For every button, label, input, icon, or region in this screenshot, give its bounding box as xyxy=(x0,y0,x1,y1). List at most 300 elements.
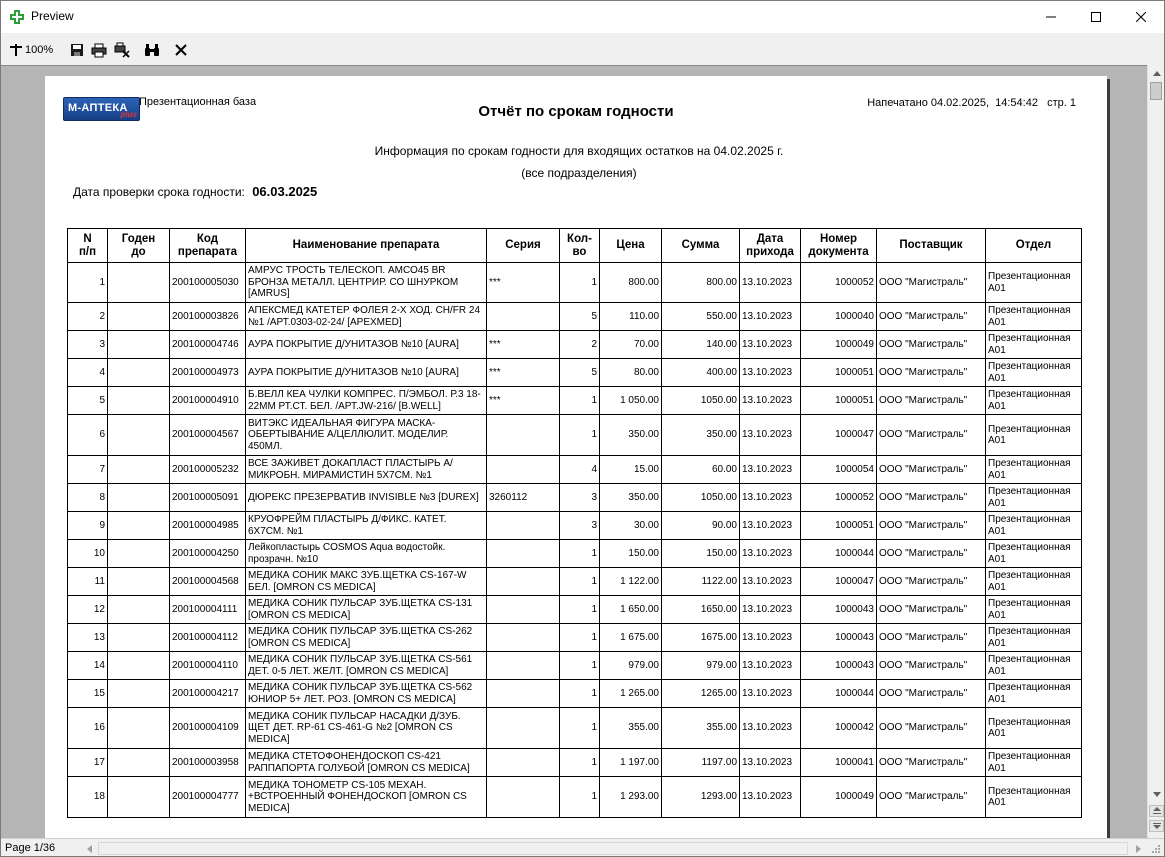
cell-qty: 1 xyxy=(560,540,600,568)
scroll-down-button[interactable] xyxy=(1148,786,1165,803)
cell-qty: 1 xyxy=(560,415,600,456)
cell-doc: 1000042 xyxy=(801,708,877,749)
cell-supplier: ООО "Магистраль" xyxy=(877,777,986,818)
cell-supplier: ООО "Магистраль" xyxy=(877,749,986,777)
cell-price: 1 265.00 xyxy=(600,680,662,708)
report-title: Отчёт по срокам годности xyxy=(478,103,674,120)
cell-until xyxy=(108,303,170,331)
cell-n: 13 xyxy=(68,624,108,652)
close-preview-button[interactable] xyxy=(173,41,189,59)
cell-doc: 1000044 xyxy=(801,680,877,708)
cell-series xyxy=(487,512,560,540)
cell-date: 13.10.2023 xyxy=(740,456,801,484)
cell-sum: 400.00 xyxy=(662,359,740,387)
cell-until xyxy=(108,596,170,624)
cell-code: 200100003826 xyxy=(170,303,246,331)
cell-name: КРУОФРЕЙМ ПЛАСТЫРЬ Д/ФИКС. КАТЕТ. 6Х7СМ. №1 xyxy=(246,512,487,540)
cell-doc: 1000051 xyxy=(801,387,877,415)
preview-canvas[interactable] xyxy=(1,65,1147,838)
page-down-button[interactable] xyxy=(1149,820,1164,832)
cell-n: 5 xyxy=(68,387,108,415)
cell-until xyxy=(108,263,170,303)
logo-sub: plus xyxy=(120,110,137,119)
cell-dept: Презентационная А01 xyxy=(986,568,1082,596)
cell-code: 200100004109 xyxy=(170,708,246,749)
table-row xyxy=(68,484,1082,512)
cell-doc: 1000051 xyxy=(801,512,877,540)
cell-name: АМРУС ТРОСТЬ ТЕЛЕСКОП. АМСО45 BR БРОНЗА МЕТАЛЛ. ЦЕНТРИР. СО ШНУРКОМ [AMRUS] xyxy=(246,263,487,303)
cell-code: 200100003958 xyxy=(170,749,246,777)
window-title: Preview xyxy=(31,9,74,23)
cell-price: 355.00 xyxy=(600,708,662,749)
header-col-dept: Отдел xyxy=(986,229,1082,263)
cell-date: 13.10.2023 xyxy=(740,387,801,415)
page-up-button[interactable] xyxy=(1149,805,1164,817)
cell-doc: 1000043 xyxy=(801,652,877,680)
header-col-sum: Сумма xyxy=(662,229,740,263)
cell-name: МЕДИКА СОНИК ПУЛЬСАР ЗУБ.ЩЕТКА CS-562 ЮНИОР 5+ ЛЕТ. РОЗ. [OMRON CS MEDICA] xyxy=(246,680,487,708)
cell-n: 1 xyxy=(68,263,108,303)
binoculars-icon xyxy=(144,43,160,57)
cell-price: 800.00 xyxy=(600,263,662,303)
cell-series xyxy=(487,680,560,708)
table-header-row xyxy=(68,229,1082,263)
cell-date: 13.10.2023 xyxy=(740,359,801,387)
cell-qty: 1 xyxy=(560,263,600,303)
vertical-scroll-thumb[interactable] xyxy=(1150,82,1162,100)
check-date-value: 06.03.2025 xyxy=(252,184,318,199)
chevron-down-icon xyxy=(1153,792,1161,797)
printed-info: Напечатано 04.02.2025, 14:54:42 стр. 1 xyxy=(867,97,1076,109)
cell-dept: Презентационная А01 xyxy=(986,708,1082,749)
cell-supplier: ООО "Магистраль" xyxy=(877,456,986,484)
cell-supplier: ООО "Магистраль" xyxy=(877,596,986,624)
cell-price: 1 650.00 xyxy=(600,596,662,624)
cell-n: 17 xyxy=(68,749,108,777)
cell-sum: 1265.00 xyxy=(662,680,740,708)
table-row xyxy=(68,777,1082,818)
cell-dept: Презентационная А01 xyxy=(986,303,1082,331)
cell-code: 200100005232 xyxy=(170,456,246,484)
cell-series: *** xyxy=(487,387,560,415)
cell-until xyxy=(108,749,170,777)
cell-supplier: ООО "Магистраль" xyxy=(877,359,986,387)
page-down-icon xyxy=(1153,822,1161,830)
cell-code: 200100004567 xyxy=(170,415,246,456)
horizontal-scroll-thumb[interactable] xyxy=(98,842,1128,855)
cell-sum: 1050.00 xyxy=(662,387,740,415)
cell-price: 1 197.00 xyxy=(600,749,662,777)
cell-name: АПЕКСМЕД КАТЕТЕР ФОЛЕЯ 2-Х ХОД. CH/FR 24 №1 /АРТ.0303-02-24/ [APEXMED] xyxy=(246,303,487,331)
cell-n: 8 xyxy=(68,484,108,512)
page-setup-button[interactable] xyxy=(113,41,131,59)
cell-series: *** xyxy=(487,331,560,359)
cell-qty: 1 xyxy=(560,652,600,680)
cell-sum: 60.00 xyxy=(662,456,740,484)
cell-qty: 2 xyxy=(560,331,600,359)
cell-dept: Презентационная А01 xyxy=(986,680,1082,708)
print-button[interactable] xyxy=(90,41,108,59)
cell-dept: Презентационная А01 xyxy=(986,456,1082,484)
cell-dept: Презентационная А01 xyxy=(986,263,1082,303)
table-row xyxy=(68,652,1082,680)
cell-series xyxy=(487,456,560,484)
cell-name: МЕДИКА СОНИК МАКС ЗУБ.ЩЕТКА CS-167-W БЕЛ. [OMRON CS MEDICA] xyxy=(246,568,487,596)
cell-supplier: ООО "Магистраль" xyxy=(877,263,986,303)
cell-date: 13.10.2023 xyxy=(740,331,801,359)
cell-dept: Презентационная А01 xyxy=(986,331,1082,359)
cell-until xyxy=(108,777,170,818)
cell-name: ВСЕ ЗАЖИВЕТ ДОКАПЛАСТ ПЛАСТЫРЬ А/МИКРОБН. МИРАМИСТИН 5Х7СМ. №1 xyxy=(246,456,487,484)
cell-sum: 140.00 xyxy=(662,331,740,359)
cell-name: МЕДИКА СОНИК ПУЛЬСАР ЗУБ.ЩЕТКА CS-262 [OMRON CS MEDICA] xyxy=(246,624,487,652)
zoom-icon xyxy=(9,43,23,57)
cell-name: МЕДИКА СОНИК ПУЛЬСАР ЗУБ.ЩЕТКА CS-561 ДЕТ. 0-5 ЛЕТ. ЖЕЛТ. [OMRON CS MEDICA] xyxy=(246,652,487,680)
cell-dept: Презентационная А01 xyxy=(986,777,1082,818)
cell-code: 200100004985 xyxy=(170,512,246,540)
cell-dept: Презентационная А01 xyxy=(986,749,1082,777)
cell-code: 200100004250 xyxy=(170,540,246,568)
cell-date: 13.10.2023 xyxy=(740,596,801,624)
resize-grip[interactable] xyxy=(1147,840,1164,857)
cell-sum: 1050.00 xyxy=(662,484,740,512)
table-row xyxy=(68,749,1082,777)
cell-code: 200100004112 xyxy=(170,624,246,652)
cell-doc: 1000054 xyxy=(801,456,877,484)
cell-price: 1 293.00 xyxy=(600,777,662,818)
report-page xyxy=(45,76,1107,838)
cell-dept: Презентационная А01 xyxy=(986,415,1082,456)
cell-until xyxy=(108,415,170,456)
cell-doc: 1000049 xyxy=(801,331,877,359)
cell-until xyxy=(108,331,170,359)
save-button[interactable] xyxy=(69,41,85,59)
header-col-num: N п/п xyxy=(68,229,108,263)
cell-price: 1 050.00 xyxy=(600,387,662,415)
table-row xyxy=(68,359,1082,387)
table-row xyxy=(68,596,1082,624)
cell-name: АУРА ПОКРЫТИЕ Д/УНИТАЗОВ №10 [AURA] xyxy=(246,331,487,359)
printer-icon xyxy=(91,43,107,58)
header-col-date: Дата прихода xyxy=(740,229,801,263)
close-icon xyxy=(175,44,187,56)
cell-dept: Презентационная А01 xyxy=(986,540,1082,568)
cell-date: 13.10.2023 xyxy=(740,624,801,652)
cell-doc: 1000047 xyxy=(801,415,877,456)
cell-date: 13.10.2023 xyxy=(740,263,801,303)
close-button[interactable] xyxy=(1118,1,1163,32)
chevron-right-icon xyxy=(1136,845,1141,853)
cell-n: 14 xyxy=(68,652,108,680)
cell-supplier: ООО "Магистраль" xyxy=(877,708,986,749)
minimize-icon xyxy=(1046,12,1056,22)
cell-doc: 1000052 xyxy=(801,484,877,512)
cell-sum: 90.00 xyxy=(662,512,740,540)
cell-qty: 1 xyxy=(560,749,600,777)
vertical-scrollbar[interactable] xyxy=(1147,65,1164,838)
header-col-series: Серия xyxy=(487,229,560,263)
cell-until xyxy=(108,652,170,680)
cell-code: 200100004568 xyxy=(170,568,246,596)
cell-series xyxy=(487,596,560,624)
cell-price: 1 122.00 xyxy=(600,568,662,596)
scroll-right-button[interactable] xyxy=(1130,840,1147,857)
cell-price: 15.00 xyxy=(600,456,662,484)
cell-code: 200100004746 xyxy=(170,331,246,359)
cell-series xyxy=(487,624,560,652)
cell-qty: 1 xyxy=(560,387,600,415)
cell-price: 70.00 xyxy=(600,331,662,359)
check-date-label: Дата проверки срока годности: xyxy=(73,185,245,199)
cell-series xyxy=(487,415,560,456)
cell-supplier: ООО "Магистраль" xyxy=(877,568,986,596)
cell-until xyxy=(108,456,170,484)
cell-date: 13.10.2023 xyxy=(740,512,801,540)
cell-dept: Презентационная А01 xyxy=(986,652,1082,680)
cell-sum: 1675.00 xyxy=(662,624,740,652)
cell-sum: 1650.00 xyxy=(662,596,740,624)
cell-qty: 1 xyxy=(560,680,600,708)
pharmacy-cross-icon xyxy=(9,9,25,25)
cell-qty: 1 xyxy=(560,568,600,596)
table-row xyxy=(68,624,1082,652)
cell-date: 13.10.2023 xyxy=(740,415,801,456)
cell-code: 200100004111 xyxy=(170,596,246,624)
report-subtitle: Информация по срокам годности для входящих остатков на 04.02.2025 г. xyxy=(374,144,784,158)
cell-date: 13.10.2023 xyxy=(740,708,801,749)
table-row xyxy=(68,387,1082,415)
table-row xyxy=(68,331,1082,359)
table-row xyxy=(68,540,1082,568)
cell-doc: 1000044 xyxy=(801,540,877,568)
cell-doc: 1000047 xyxy=(801,568,877,596)
cell-series xyxy=(487,568,560,596)
cell-supplier: ООО "Магистраль" xyxy=(877,680,986,708)
cell-date: 13.10.2023 xyxy=(740,749,801,777)
cell-sum: 150.00 xyxy=(662,540,740,568)
report-scope: (все подразделения) xyxy=(521,166,637,180)
cell-doc: 1000043 xyxy=(801,596,877,624)
cell-until xyxy=(108,680,170,708)
cell-series: *** xyxy=(487,359,560,387)
cell-dept: Презентационная А01 xyxy=(986,624,1082,652)
cell-name: Лейкопластырь COSMOS Aqua водостойк. прозрачн. №10 xyxy=(246,540,487,568)
scroll-up-button[interactable] xyxy=(1148,65,1165,82)
cell-doc: 1000043 xyxy=(801,624,877,652)
table-row xyxy=(68,708,1082,749)
cell-qty: 1 xyxy=(560,596,600,624)
cell-series xyxy=(487,777,560,818)
cell-n: 11 xyxy=(68,568,108,596)
header-col-supplier: Поставщик xyxy=(877,229,986,263)
cell-name: МЕДИКА СТЕТОФОНЕНДОСКОП CS-421 РАППАПОРТА ГОЛУБОЙ [OMRON CS MEDICA] xyxy=(246,749,487,777)
cell-n: 2 xyxy=(68,303,108,331)
cell-supplier: ООО "Магистраль" xyxy=(877,624,986,652)
zoom-level: 100% xyxy=(25,44,54,56)
cell-sum: 1197.00 xyxy=(662,749,740,777)
table-body xyxy=(68,263,1082,818)
table-row xyxy=(68,512,1082,540)
cell-qty: 5 xyxy=(560,359,600,387)
cell-until xyxy=(108,568,170,596)
cell-sum: 800.00 xyxy=(662,263,740,303)
cell-series xyxy=(487,540,560,568)
header-col-code: Код препарата xyxy=(170,229,246,263)
header-col-name: Наименование препарата xyxy=(246,229,487,263)
cell-until xyxy=(108,624,170,652)
cell-until xyxy=(108,512,170,540)
header-col-doc: Номер документа xyxy=(801,229,877,263)
title-bar xyxy=(1,1,1164,33)
cell-supplier: ООО "Магистраль" xyxy=(877,303,986,331)
cell-date: 13.10.2023 xyxy=(740,680,801,708)
cell-qty: 4 xyxy=(560,456,600,484)
cell-supplier: ООО "Магистраль" xyxy=(877,512,986,540)
cell-qty: 1 xyxy=(560,708,600,749)
cell-code: 200100005030 xyxy=(170,263,246,303)
cell-supplier: ООО "Магистраль" xyxy=(877,652,986,680)
cell-n: 10 xyxy=(68,540,108,568)
cell-n: 3 xyxy=(68,331,108,359)
scroll-left-button[interactable] xyxy=(81,840,98,857)
cell-price: 150.00 xyxy=(600,540,662,568)
cell-price: 30.00 xyxy=(600,512,662,540)
cell-doc: 1000041 xyxy=(801,749,877,777)
cell-name: АУРА ПОКРЫТИЕ Д/УНИТАЗОВ №10 [AURA] xyxy=(246,359,487,387)
cell-sum: 1122.00 xyxy=(662,568,740,596)
printer-settings-icon xyxy=(114,42,130,58)
table-row xyxy=(68,415,1082,456)
cell-supplier: ООО "Магистраль" xyxy=(877,331,986,359)
cell-price: 350.00 xyxy=(600,415,662,456)
minimize-button[interactable] xyxy=(1028,1,1073,32)
cell-qty: 1 xyxy=(560,777,600,818)
cell-until xyxy=(108,540,170,568)
cell-until xyxy=(108,387,170,415)
cell-sum: 550.00 xyxy=(662,303,740,331)
page-indicator: Page 1/36 xyxy=(5,842,56,854)
cell-n: 12 xyxy=(68,596,108,624)
cell-series: *** xyxy=(487,263,560,303)
logo-text: M-АПТЕКА xyxy=(68,102,128,114)
table-row xyxy=(68,568,1082,596)
maximize-button[interactable] xyxy=(1073,1,1118,32)
cell-n: 16 xyxy=(68,708,108,749)
chevron-left-icon xyxy=(87,845,92,853)
expiry-table xyxy=(67,228,1082,818)
cell-doc: 1000051 xyxy=(801,359,877,387)
cell-n: 7 xyxy=(68,456,108,484)
cell-doc: 1000040 xyxy=(801,303,877,331)
cell-name: МЕДИКА СОНИК ПУЛЬСАР ЗУБ.ЩЕТКА CS-131 [OMRON CS MEDICA] xyxy=(246,596,487,624)
cell-date: 13.10.2023 xyxy=(740,484,801,512)
cell-sum: 355.00 xyxy=(662,708,740,749)
cell-date: 13.10.2023 xyxy=(740,303,801,331)
table-row xyxy=(68,680,1082,708)
cell-series xyxy=(487,303,560,331)
cell-dept: Презентационная А01 xyxy=(986,387,1082,415)
cell-date: 13.10.2023 xyxy=(740,568,801,596)
cell-sum: 350.00 xyxy=(662,415,740,456)
page-up-icon xyxy=(1153,807,1161,815)
cell-qty: 5 xyxy=(560,303,600,331)
cell-qty: 3 xyxy=(560,512,600,540)
close-icon xyxy=(1136,12,1146,22)
cell-name: МЕДИКА СОНИК ПУЛЬСАР НАСАДКИ Д/ЗУБ. ЩЕТ ДЕТ. RP-61 CS-461-G №2 [OMRON CS MEDICA] xyxy=(246,708,487,749)
cell-code: 200100004777 xyxy=(170,777,246,818)
save-icon xyxy=(70,43,84,57)
cell-dept: Презентационная А01 xyxy=(986,359,1082,387)
cell-n: 6 xyxy=(68,415,108,456)
cell-code: 200100005091 xyxy=(170,484,246,512)
cell-series xyxy=(487,652,560,680)
cell-supplier: ООО "Магистраль" xyxy=(877,415,986,456)
table-row xyxy=(68,263,1082,303)
chevron-up-icon xyxy=(1153,71,1161,76)
cell-n: 9 xyxy=(68,512,108,540)
cell-doc: 1000052 xyxy=(801,263,877,303)
cell-sum: 1293.00 xyxy=(662,777,740,818)
cell-supplier: ООО "Магистраль" xyxy=(877,540,986,568)
cell-dept: Презентационная А01 xyxy=(986,512,1082,540)
maximize-icon xyxy=(1091,12,1101,22)
cell-name: ВИТЭКС ИДЕАЛЬНАЯ ФИГУРА МАСКА-ОБЕРТЫВАНИЕ А/ЦЕЛЛЮЛИТ. МОДЕЛИР. 450МЛ. xyxy=(246,415,487,456)
cell-until xyxy=(108,708,170,749)
cell-qty: 3 xyxy=(560,484,600,512)
cell-doc: 1000049 xyxy=(801,777,877,818)
resize-grip-icon xyxy=(1151,844,1161,854)
cell-code: 200100004217 xyxy=(170,680,246,708)
table-row xyxy=(68,303,1082,331)
cell-price: 80.00 xyxy=(600,359,662,387)
cell-dept: Презентационная А01 xyxy=(986,596,1082,624)
base-name: Презентационная база xyxy=(139,96,257,108)
cell-price: 979.00 xyxy=(600,652,662,680)
table-row xyxy=(68,456,1082,484)
zoom-button[interactable] xyxy=(9,41,57,59)
status-bar xyxy=(1,838,1164,857)
cell-code: 200100004910 xyxy=(170,387,246,415)
cell-name: Б.ВЕЛЛ КЕА ЧУЛКИ КОМПРЕС. П/ЭМБОЛ. Р.3 18-22ММ РТ.СТ. БЕЛ. /АРТ.JW-216/ [B.WELL] xyxy=(246,387,487,415)
find-button[interactable] xyxy=(143,41,161,59)
cell-name: МЕДИКА ТОНОМЕТР CS-105 МЕХАН. +ВСТРОЕННЫЙ ФОНЕНДОСКОП [OMRON CS MEDICA] xyxy=(246,777,487,818)
header-col-until: Годен до xyxy=(108,229,170,263)
toolbar xyxy=(1,33,1164,65)
cell-n: 18 xyxy=(68,777,108,818)
cell-price: 1 675.00 xyxy=(600,624,662,652)
cell-date: 13.10.2023 xyxy=(740,540,801,568)
cell-n: 4 xyxy=(68,359,108,387)
cell-until xyxy=(108,484,170,512)
cell-until xyxy=(108,359,170,387)
horizontal-scrollbar[interactable] xyxy=(81,840,1147,857)
cell-name: ДЮРЕКС ПРЕЗЕРВАТИВ INVISIBLE №3 [DUREX] xyxy=(246,484,487,512)
header-col-price: Цена xyxy=(600,229,662,263)
cell-supplier: ООО "Магистраль" xyxy=(877,387,986,415)
cell-sum: 979.00 xyxy=(662,652,740,680)
header-col-qty: Кол- во xyxy=(560,229,600,263)
cell-series xyxy=(487,708,560,749)
cell-n: 15 xyxy=(68,680,108,708)
cell-series: 3260112 xyxy=(487,484,560,512)
cell-date: 13.10.2023 xyxy=(740,652,801,680)
cell-dept: Презентационная А01 xyxy=(986,484,1082,512)
cell-price: 350.00 xyxy=(600,484,662,512)
cell-code: 200100004110 xyxy=(170,652,246,680)
check-date xyxy=(73,184,317,199)
cell-series xyxy=(487,749,560,777)
cell-price: 110.00 xyxy=(600,303,662,331)
